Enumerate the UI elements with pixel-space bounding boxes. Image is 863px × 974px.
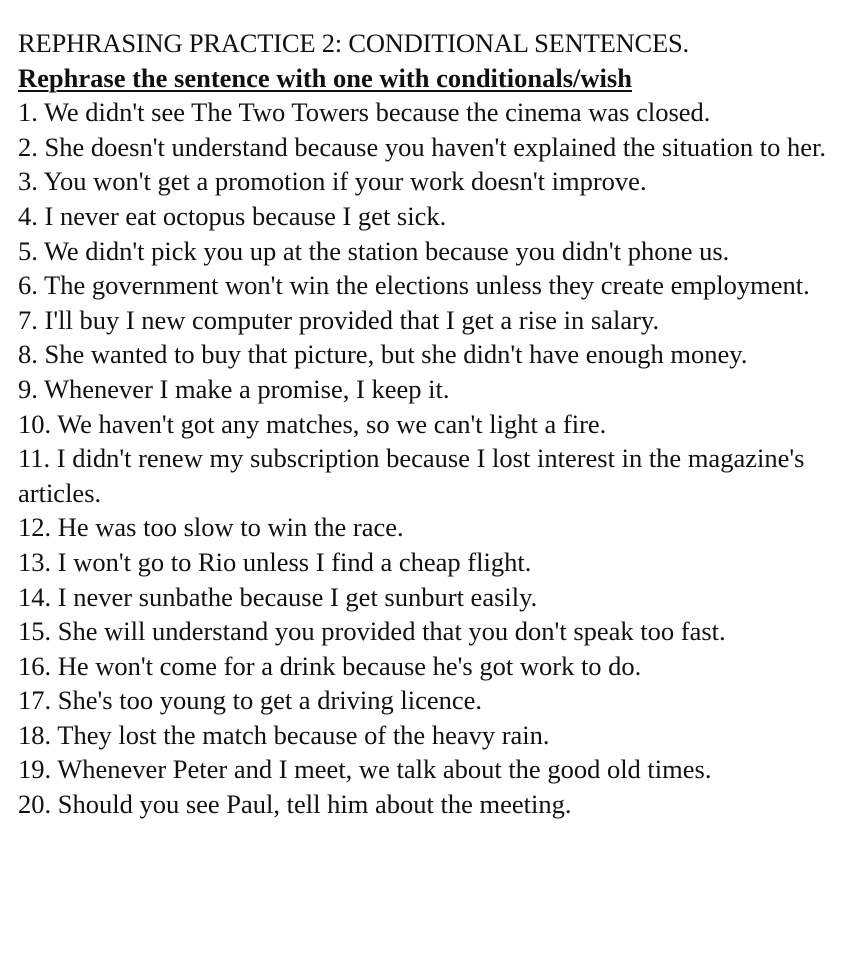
exercise-item-8: 8. She wanted to buy that picture, but she didn't have enough money. bbox=[18, 339, 748, 370]
exercise-item-15: 15. She will understand you provided that you don't speak too fast. bbox=[18, 616, 726, 647]
exercise-item-16: 16. He won't come for a drink because he's got work to do. bbox=[18, 650, 642, 681]
exercise-item-4: 4. I never eat octopus because I get sick. bbox=[18, 200, 447, 231]
exercise-item-9: 9. Whenever I make a promise, I keep it. bbox=[18, 373, 450, 404]
exercise-item-12: 12. He was too slow to win the race. bbox=[18, 512, 404, 543]
exercise-item-5: 5. We didn't pick you up at the station because you didn't phone us. bbox=[18, 235, 730, 266]
exercise-item-13: 13. I won't go to Rio unless I find a cheap flight. bbox=[18, 546, 532, 577]
exercise-item-2: 2. She doesn't understand because you haven't explained the situation to her. bbox=[18, 131, 827, 162]
exercise-item-19: 19. Whenever Peter and I meet, we talk about the good old times. bbox=[18, 754, 712, 785]
exercise-item-14: 14. I never sunbathe because I get sunburt easily. bbox=[18, 581, 538, 612]
exercise-item-11: 11. I didn't renew my subscription because I lost interest in the magazine's articles. bbox=[18, 443, 805, 508]
instruction-heading: Rephrase the sentence with one with conditionals/wish bbox=[18, 62, 632, 93]
exercise-item-20: 20. Should you see Paul, tell him about the meeting. bbox=[18, 789, 572, 820]
exercise-item-10: 10. We haven't got any matches, so we can't light a fire. bbox=[18, 408, 607, 439]
exercise-item-17: 17. She's too young to get a driving licence. bbox=[18, 685, 483, 716]
exercise-item-18: 18. They lost the match because of the heavy rain. bbox=[18, 719, 550, 750]
exercise-item-6: 6. The government won't win the elections unless they create employment. bbox=[18, 270, 810, 301]
page-title: REPHRASING PRACTICE 2: CONDITIONAL SENTENCES. bbox=[18, 28, 689, 58]
exercise-item-1: 1. We didn't see The Two Towers because the cinema was closed. bbox=[18, 97, 711, 128]
worksheet bbox=[18, 26, 853, 822]
exercise-item-3: 3. You won't get a promotion if your work doesn't improve. bbox=[18, 166, 647, 197]
exercise-item-7: 7. I'll buy I new computer provided that I get a rise in salary. bbox=[18, 304, 660, 335]
